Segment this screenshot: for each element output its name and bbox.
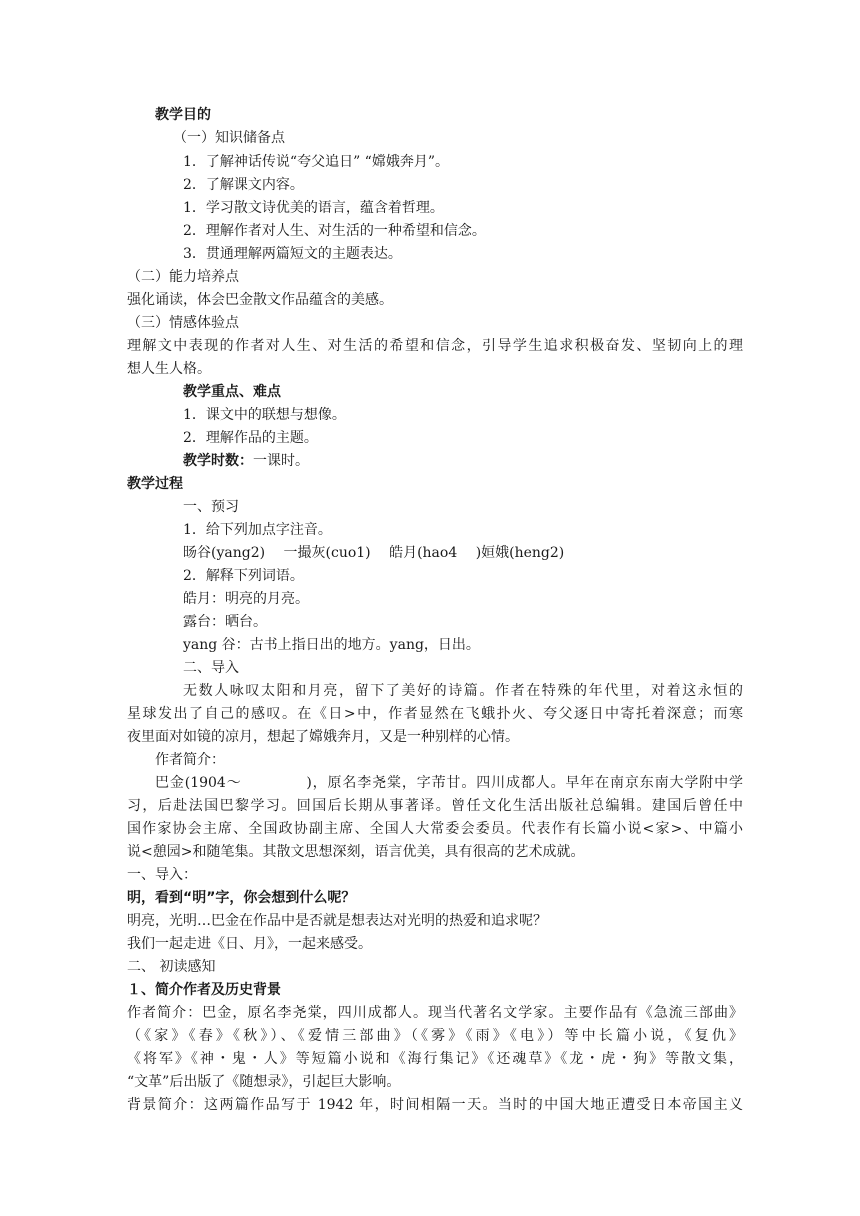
author-line-1: 作者简介：巴金，原名李尧棠，四川成都人。现当代著名文学家。主要作品有《急流三部曲》 xyxy=(127,1005,743,1021)
bio-line-3: 国作家协会主席、全国政协副主席、全国人大常委会委员。代表作有长篇小说<家>、中篇小 xyxy=(127,821,743,837)
teaching-hours xyxy=(183,452,309,470)
knowledge-item-1: 1．了解神话传说“夸父追日” “嫦娥奔月”。 xyxy=(183,154,449,170)
pinyin-words: 旸谷(yang2) 一撮灰(cuo1) 皓月(hao4 )姮娥(heng2) xyxy=(183,545,565,561)
section-knowledge-heading: （一）知识储备点 xyxy=(173,130,285,146)
section-2-heading: 二、 初读感知 xyxy=(127,959,216,975)
background-line-1: 背景简介：这两篇作品写于 1942 年，时间相隔一天。当时的中国大地正遭受日本帝国主义 xyxy=(127,1097,743,1113)
teaching-hours-value: 一课时。 xyxy=(253,453,309,469)
preview-item-2: 2．解释下列词语。 xyxy=(183,568,304,584)
teaching-hours-label: 教学时数： xyxy=(183,453,253,469)
bio-line-2: 习，后赴法国巴黎学习。回国后长期从事著译。曾任文化生活出版社总编辑。建国后曾任中 xyxy=(127,798,743,814)
emotion-text-line-2: 想人生人格。 xyxy=(127,361,211,377)
author-line-2: （《家》《春》《秋》）、《爱情三部曲》（《雾》《雨》《电》）等中长篇小说，《复仇》 xyxy=(127,1028,743,1044)
emotion-text-line-1: 理解文中表现的作者对人生、对生活的希望和信念，引导学生追求积极奋发、坚韧向上的理 xyxy=(127,338,743,354)
objectives-heading: 教学目的 xyxy=(155,107,211,123)
section-2-subheading: １、简介作者及历史背景 xyxy=(127,982,281,998)
author-intro-heading: 作者简介： xyxy=(155,752,225,768)
section-1-heading: 一、导入： xyxy=(127,867,197,883)
keypoint-1: 1．课文中的联想与想像。 xyxy=(183,407,346,423)
section-1-text-1: 明亮，光明…巴金在作品中是否就是想表达对光明的热爱和追求呢？ xyxy=(127,913,547,929)
definition-3: yang 谷：古书上指日出的地方。yang，日出。 xyxy=(183,637,480,653)
author-line-4: “文革”后出版了《随想录》，引起巨大影响。 xyxy=(127,1074,401,1090)
knowledge-item-5: 3．贯通理解两篇短文的主题表达。 xyxy=(183,246,402,262)
knowledge-item-3: 1．学习散文诗优美的语言，蕴含着哲理。 xyxy=(183,200,444,216)
section-1-text-2: 我们一起走进《日、月》，一起来感受。 xyxy=(127,936,372,952)
section-emotion-heading: （三）情感体验点 xyxy=(127,315,239,331)
author-line-3: 《将军》《神・鬼・人》等短篇小说和《海行集记》《还魂草》《龙・虎・狗》等散文集， xyxy=(127,1051,743,1067)
section-ability-heading: （二）能力培养点 xyxy=(127,269,239,285)
ability-text: 强化诵读，体会巴金散文作品蕴含的美感。 xyxy=(127,292,393,308)
knowledge-item-4: 2．理解作者对人生、对生活的一种希望和信念。 xyxy=(183,223,486,239)
intro-line-1: 无数人咏叹太阳和月亮，留下了美好的诗篇。作者在特殊的年代里，对着这永恒的 xyxy=(183,683,743,699)
definition-1: 皓月：明亮的月亮。 xyxy=(183,591,309,607)
preview-heading: 一、预习 xyxy=(183,499,239,515)
preview-item-1: 1．给下列加点字注音。 xyxy=(183,522,332,538)
intro-line-2: 星球发出了自己的感叹。在《日>中，作者显然在飞蛾扑火、夸父逐日中寄托着深意；而寒 xyxy=(127,706,743,722)
bio-line-1: 巴金(1904～ )，原名李尧棠，字芾甘。四川成都人。早年在南京东南大学附中学 xyxy=(155,775,743,791)
intro-line-3: 夜里面对如镜的凉月，想起了嫦娥奔月，又是一种别样的心情。 xyxy=(127,729,519,745)
keypoint-2: 2．理解作品的主题。 xyxy=(183,430,318,446)
bio-line-4: 说<憩园>和随笔集。其散文思想深刻，语言优美，具有很高的艺术成就。 xyxy=(127,844,585,860)
keypoints-heading: 教学重点、难点 xyxy=(183,384,281,400)
lead-in-heading: 二、导入 xyxy=(183,660,239,676)
process-heading: 教学过程 xyxy=(127,476,183,492)
question-text: 明，看到“明”字，你会想到什么呢？ xyxy=(127,890,356,906)
definition-2: 露台：晒台。 xyxy=(183,614,267,630)
knowledge-item-2: 2．了解课文内容。 xyxy=(183,177,304,193)
